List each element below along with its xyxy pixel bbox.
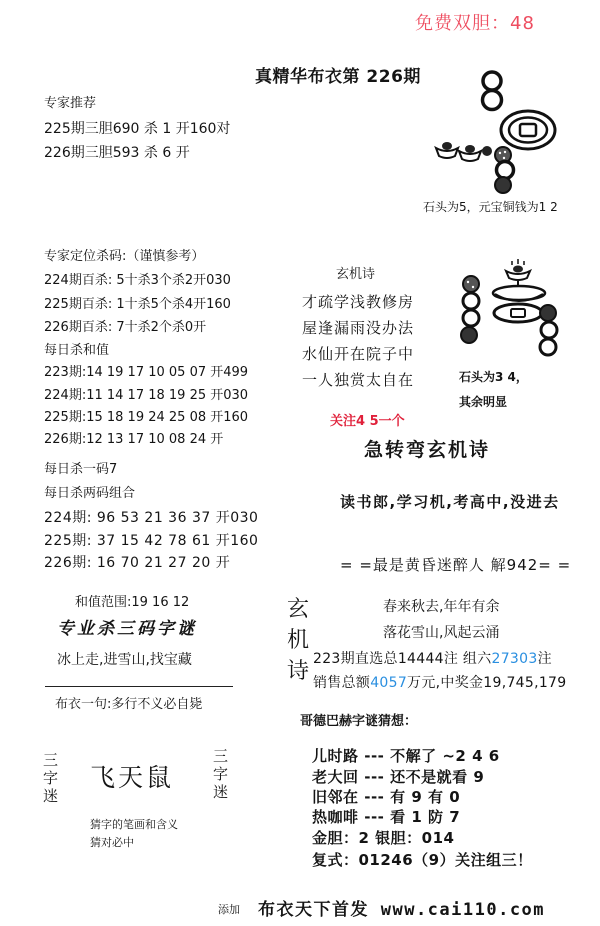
footer-add-label: 添加 [218, 903, 240, 916]
stone-caption-2: 其余明显 [459, 395, 508, 409]
sales-prefix: 223期直选总14444注 组六 [313, 651, 492, 667]
sales-line-amount [313, 676, 566, 690]
sales-suffix: 万元,中奖金19,745,179 [407, 675, 567, 691]
riddle-poem-line: 读书郎,学习机,考高中,没进去 [340, 493, 560, 511]
word-riddle-label-left: 三字迷 [41, 752, 59, 806]
sum-kill-line: 224期:11 14 17 18 19 25 开030 [44, 388, 249, 403]
poem-vertical-title-char: 玄 [287, 597, 310, 622]
goldbach-line: 复式：01246（9）关注组三！ [312, 851, 533, 869]
daily-kill-line: 226期: 16 70 21 27 20 开 [44, 555, 231, 571]
word-riddle-puzzle: 飞天鼠 [90, 763, 175, 792]
free-double-pick: 免费双胆：48 [415, 13, 535, 34]
expert-heading: 专家推荐 [44, 96, 97, 111]
word-riddle-hint: 猜字的笔画和含义 [90, 818, 178, 831]
word-riddle-hint: 猜对必中 [90, 836, 134, 849]
daily-kill-line: 225期: 37 15 42 78 61 开160 [44, 533, 259, 549]
stone-caption-1: 石头为5，元宝铜钱为1 2 [423, 200, 558, 214]
sum-range: 和值范围:19 16 12 [75, 595, 190, 610]
poem-line: 落花雪山,风起云涌 [383, 625, 500, 641]
sales-highlight: 4057 [370, 675, 408, 691]
goldbach-line: 旧邻在 --- 有 9 有 0 [312, 788, 461, 806]
riddle-poem-answer: = =最是黄昏迷醉人 解942= = [340, 556, 572, 574]
sales-highlight: 27303 [491, 651, 538, 667]
sales-prefix: 销售总额 [313, 675, 371, 691]
sum-kill-line: 223期:14 19 17 10 05 07 开499 [44, 365, 249, 380]
footer-brand: 布衣天下首发 www.cai110.com [258, 900, 546, 920]
buyi-saying: 布衣一句:多行不义必自毙 [55, 697, 203, 712]
stones-plate-coin-icon [455, 258, 567, 366]
goldbach-line: 金胆：2 银胆：014 [312, 829, 455, 847]
focus-note: 关注4 5一个 [330, 414, 405, 429]
mystery-poem-line: 屋逢漏雨没办法 [302, 319, 415, 337]
sales-line-draw [313, 652, 552, 666]
mystery-poem-line: 才疏学浅教修房 [302, 293, 415, 311]
poem-vertical-title-char: 诗 [287, 659, 310, 684]
three-code-riddle-heading: 专业杀三码字谜 [57, 619, 197, 639]
poem-line: 春来秋去,年年有余 [383, 599, 500, 615]
expert-line: 225期三胆690 杀 1 开160对 [44, 121, 231, 137]
position-kill-line: 225期百杀: 1十杀5个杀4开160 [44, 297, 231, 312]
mystery-poem-line: 水仙开在院子中 [302, 345, 415, 363]
sum-kill-line: 225期:15 18 19 24 25 08 开160 [44, 410, 249, 425]
stones-ingots-coin-icon [430, 62, 565, 194]
mystery-poem-heading: 玄机诗 [336, 267, 376, 282]
goldbach-heading: 哥德巴赫字谜猜想： [300, 714, 418, 729]
mystery-poem-line: 一人独赏太自在 [302, 371, 415, 389]
position-kill-line: 224期百杀: 5十杀3个杀2开030 [44, 273, 231, 288]
position-kill-line: 226期百杀: 7十杀2个杀0开 [44, 320, 207, 335]
word-riddle-label-right: 三字迷 [211, 748, 229, 802]
sum-kill-line: 226期:12 13 17 10 08 24 开 [44, 432, 224, 447]
issue-title: 真精华布衣第 226期 [255, 67, 421, 87]
riddle-poem-heading: 急转弯玄机诗 [364, 439, 491, 461]
stone-caption-2: 石头为3 4， [459, 370, 528, 384]
daily-kill-two-heading: 每日杀两码组合 [44, 486, 136, 501]
poem-vertical-title-char: 机 [287, 628, 310, 653]
goldbach-line: 老大回 --- 还不是就看 9 [312, 768, 485, 786]
goldbach-line: 热咖啡 --- 看 1 防 7 [312, 808, 461, 826]
goldbach-line: 儿时路 --- 不解了 ~2 4 6 [312, 747, 500, 765]
sales-suffix: 注 [537, 651, 552, 667]
position-kill-heading: 专家定位杀码:（谨慎参考） [44, 249, 205, 264]
expert-line: 226期三胆593 杀 6 开 [44, 145, 190, 161]
three-code-riddle-text: 冰上走,进雪山,找宝藏 [57, 652, 192, 668]
daily-kill-one: 每日杀一码7 [44, 462, 118, 477]
sum-kill-heading: 每日杀和值 [44, 343, 110, 358]
divider [45, 686, 233, 687]
daily-kill-line: 224期: 96 53 21 36 37 开030 [44, 510, 259, 526]
